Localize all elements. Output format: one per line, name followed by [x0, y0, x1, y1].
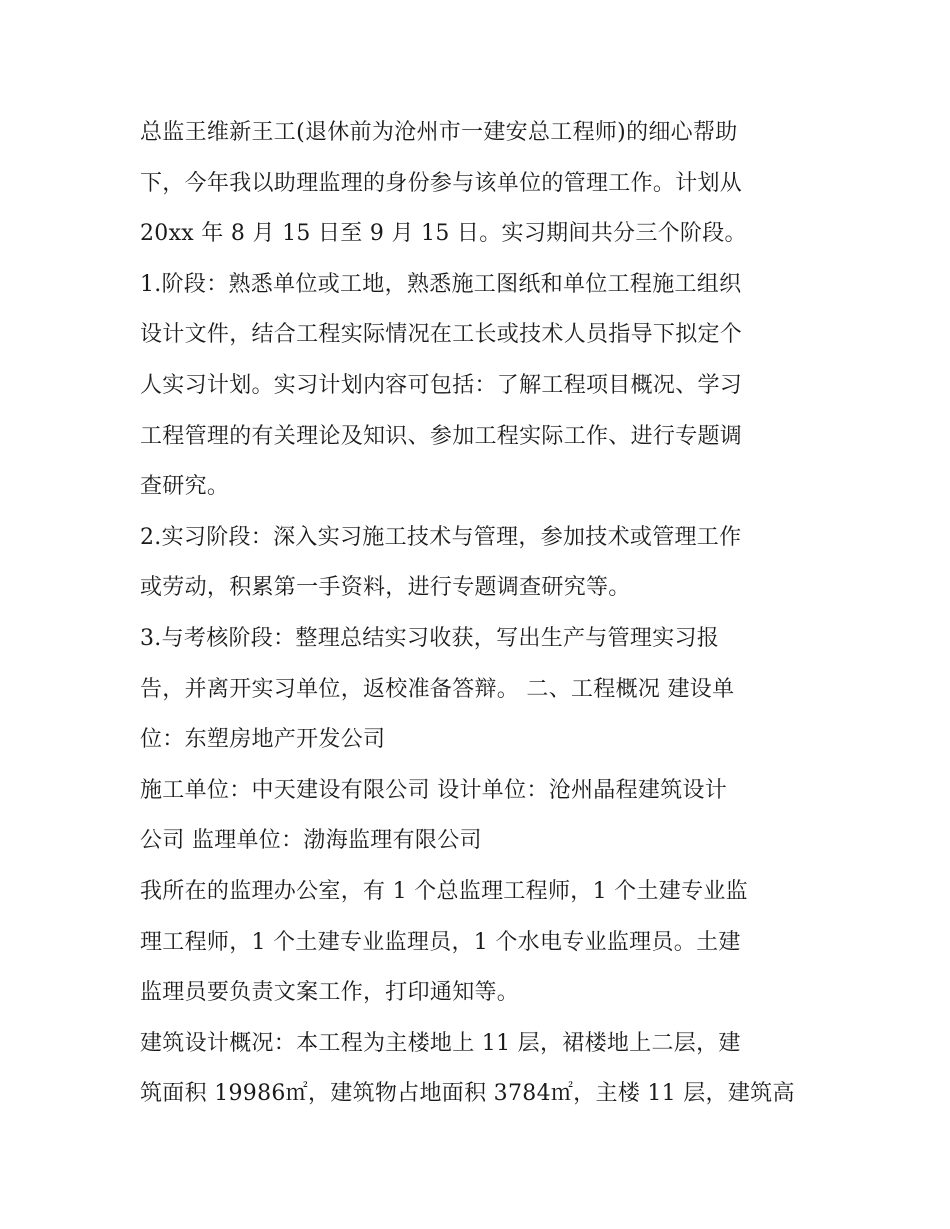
- text-line: 1.阶段：熟悉单位或工地，熟悉施工图纸和单位工程施工组织: [140, 271, 742, 297]
- text-line: 人实习计划。实习计划内容可包括：了解工程项目概况、学习: [140, 372, 743, 398]
- text-line: 查研究。: [140, 474, 230, 500]
- body-text: [140, 108, 820, 1120]
- text-line: 筑面积 19986㎡，建筑物占地面积 3784㎡，主楼 11 层，建筑高: [140, 1081, 795, 1107]
- text-line: 下，今年我以助理监理的身份参与该单位的管理工作。计划从: [140, 170, 743, 196]
- text-line: 理工程师，1 个土建专业监理员，1 个水电专业监理员。土建: [140, 929, 741, 955]
- text-line: 总监王维新王工(退休前为沧州市一建安总工程师)的细心帮助: [140, 120, 738, 145]
- text-line: 3.与考核阶段：整理总结实习收获，写出生产与管理实习报: [140, 625, 720, 651]
- text-line: 公司 监理单位：渤海监理有限公司: [140, 828, 482, 854]
- text-line: 位：东塑房地产开发公司: [140, 727, 386, 753]
- text-line: 20xx 年 8 月 15 日至 9 月 15 日。实习期间共分三个阶段。: [140, 221, 747, 247]
- text-line: 告，并离开实习单位，返校准备答辩。 二、工程概况 建设单: [140, 676, 735, 702]
- text-line: 工程管理的有关理论及知识、参加工程实际工作、进行专题调: [140, 423, 743, 449]
- text-line: 或劳动，积累第一手资料，进行专题调查研究等。: [140, 575, 631, 601]
- text-line: 2.实习阶段：深入实习施工技术与管理，参加技术或管理工作: [140, 524, 742, 550]
- text-line: 设计文件，结合工程实际情况在工长或技术人员指导下拟定个: [140, 322, 743, 348]
- text-line: 我所在的监理办公室，有 1 个总监理工程师，1 个土建专业监: [140, 878, 748, 904]
- text-line: 监理员要负责文案工作，打印通知等。: [140, 980, 520, 1006]
- text-line: 建筑设计概况：本工程为主楼地上 11 层，裙楼地上二层，建: [140, 1030, 741, 1056]
- text-line: 施工单位：中天建设有限公司 设计单位：沧州晶程建筑设计: [140, 777, 728, 803]
